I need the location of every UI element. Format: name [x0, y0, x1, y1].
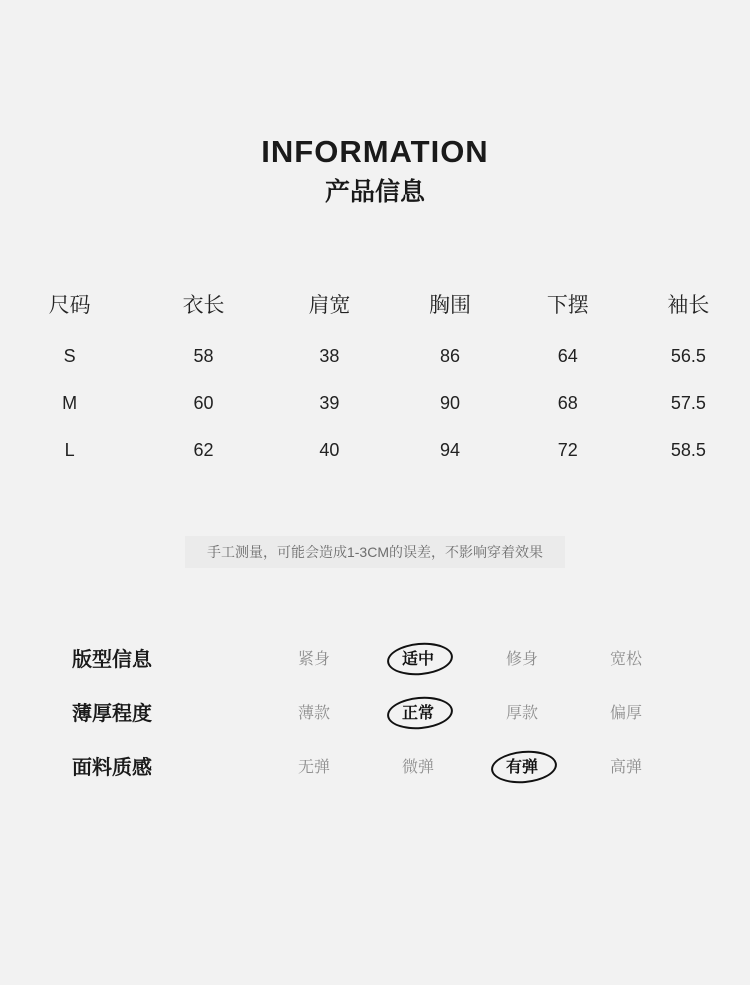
attribute-label-thickness: 薄厚程度	[72, 702, 152, 725]
cell-size: S	[63, 346, 76, 366]
attribute-option-elasticity-3[interactable]	[574, 751, 678, 780]
attribute-option-elasticity-1[interactable]	[366, 751, 470, 780]
attribute-option-label: 无弹	[297, 758, 330, 776]
attribute-option-label: 宽松	[609, 650, 642, 668]
cell-bust: 94	[439, 440, 460, 460]
attribute-option-elasticity-2[interactable]	[470, 751, 574, 780]
table-row	[0, 392, 750, 439]
attribute-list	[0, 630, 750, 792]
measurement-note-container	[0, 536, 750, 568]
attribute-options-fit	[262, 643, 678, 672]
cell-sleeve: 56.5	[670, 346, 706, 366]
cell-length: 62	[193, 440, 214, 460]
attribute-option-label: 紧身	[297, 650, 330, 668]
cell-shoulder: 38	[319, 346, 340, 366]
cell-length: 58	[193, 346, 214, 366]
page-title-chinese: 产品信息	[324, 178, 425, 206]
column-header-sleeve: 袖长	[667, 294, 710, 317]
attribute-option-label: 微弹	[401, 758, 434, 776]
attribute-options-thickness	[262, 697, 678, 726]
measurement-note: 手工测量，可能会造成1-3CM的误差，不影响穿着效果	[185, 536, 565, 568]
cell-bust: 90	[439, 393, 460, 413]
cell-length: 60	[193, 393, 214, 413]
column-header-length: 衣长	[182, 294, 225, 317]
attribute-row-thickness	[72, 684, 678, 738]
cell-sleeve: 58.5	[670, 440, 706, 460]
column-header-bust: 胸围	[428, 294, 471, 317]
attribute-option-label: 高弹	[609, 758, 642, 776]
page-header	[0, 0, 750, 210]
attribute-option-fit-3[interactable]	[574, 643, 678, 672]
table-row	[0, 345, 750, 392]
attribute-option-thickness-1[interactable]	[366, 697, 470, 726]
attribute-option-label: 修身	[505, 650, 538, 668]
table-row	[0, 439, 750, 486]
attribute-option-elasticity-0[interactable]	[262, 751, 366, 780]
attribute-option-fit-0[interactable]	[262, 643, 366, 672]
cell-hem: 64	[557, 346, 578, 366]
page-title-english: INFORMATION	[261, 134, 489, 169]
attribute-label-fit: 版型信息	[72, 648, 152, 671]
attribute-option-label: 厚款	[505, 704, 538, 722]
cell-bust: 86	[439, 346, 460, 366]
cell-sleeve: 57.5	[670, 393, 706, 413]
attribute-option-label: 有弹	[505, 758, 538, 776]
attribute-option-label: 适中	[401, 650, 434, 668]
attribute-option-label: 薄款	[297, 704, 330, 722]
column-header-hem: 下摆	[546, 294, 589, 317]
cell-shoulder: 39	[319, 393, 340, 413]
cell-hem: 72	[557, 440, 578, 460]
column-header-size: 尺码	[48, 294, 91, 317]
cell-size: M	[62, 393, 78, 413]
attribute-option-thickness-3[interactable]	[574, 697, 678, 726]
attribute-option-fit-1[interactable]	[366, 643, 470, 672]
cell-shoulder: 40	[319, 440, 340, 460]
attribute-option-label: 偏厚	[609, 704, 642, 722]
attribute-label-elasticity: 面料质感	[72, 756, 152, 779]
cell-size: L	[64, 440, 75, 460]
attribute-options-elasticity	[262, 751, 678, 780]
attribute-option-fit-2[interactable]	[470, 643, 574, 672]
cell-hem: 68	[557, 393, 578, 413]
attribute-row-elasticity	[72, 738, 678, 792]
table-header-row	[0, 288, 750, 345]
column-header-shoulder: 肩宽	[308, 294, 351, 317]
attribute-option-thickness-0[interactable]	[262, 697, 366, 726]
size-chart-table	[0, 288, 750, 486]
attribute-option-label: 正常	[401, 704, 434, 722]
attribute-row-fit	[72, 630, 678, 684]
attribute-option-thickness-2[interactable]	[470, 697, 574, 726]
